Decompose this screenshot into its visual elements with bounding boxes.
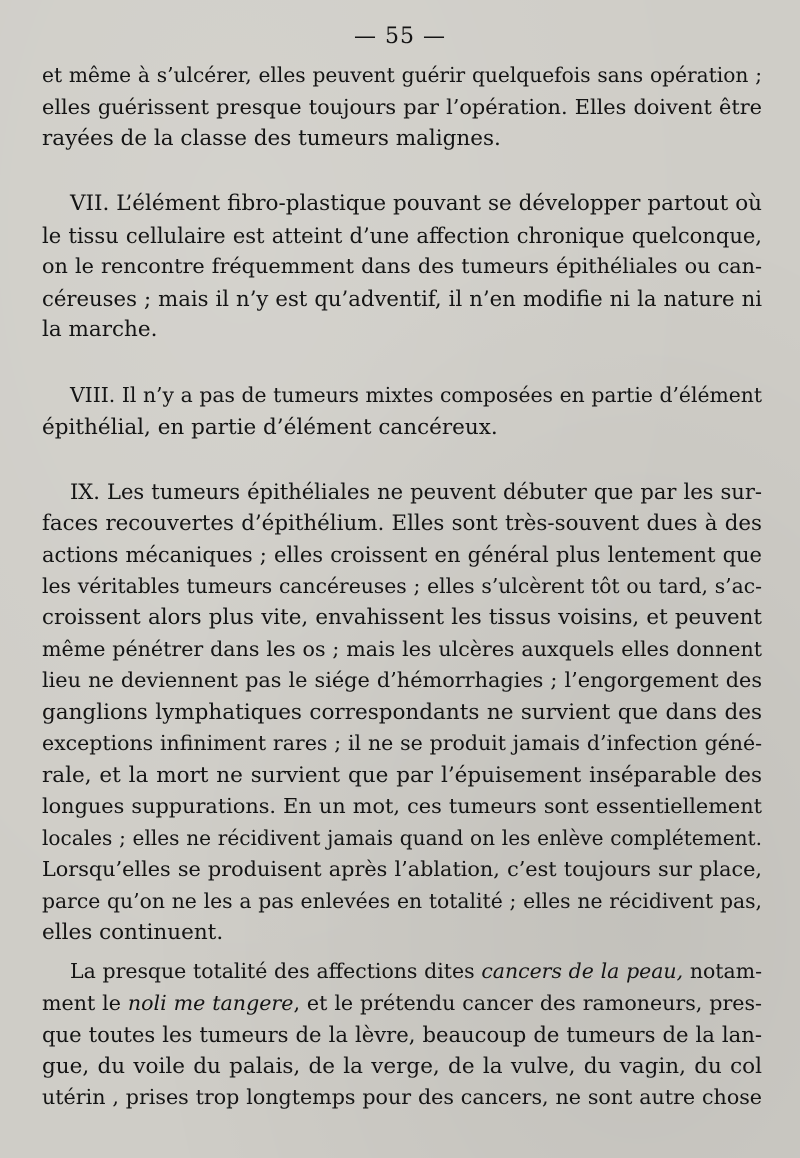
text-run: , et le prétendu cancer des ramoneurs, pres- — [293, 990, 762, 1015]
text-line: on le rencontre fréquemment dans des tumeurs épithéliales ou can- — [42, 254, 762, 278]
text-line: elles continuent. — [42, 920, 224, 945]
text-line: faces recouvertes d’épithélium. Elles sont très-souvent dues à des — [42, 510, 762, 536]
text-line: rale, et la mort ne survient que par l’épuisement inséparable des — [42, 762, 762, 788]
italic-term: cancers de la peau, — [481, 959, 684, 983]
paragraph-viii — [42, 380, 762, 443]
text-line — [42, 988, 762, 1020]
text-run: notam- — [683, 959, 762, 983]
text-line: rayées de la classe des tumeurs malignes. — [42, 126, 501, 151]
text-line: les véritables tumeurs cancéreuses ; elles s’ulcèrent tôt ou tard, s’ac- — [42, 573, 762, 598]
text-line — [42, 956, 762, 988]
text-run: La presque totalité des affections dites — [70, 959, 482, 983]
text-line: VIII. Il n’y a pas de tumeurs mixtes composées en partie d’élément — [70, 383, 762, 407]
text-line: que toutes les tumeurs de la lèvre, beaucoup de tumeurs de la lan- — [42, 1022, 762, 1047]
italic-term: noli me tangere — [127, 990, 294, 1015]
text-line: parce qu’on ne les a pas enlevées en totalité ; elles ne récidivent pas, — [42, 888, 762, 913]
page-number: — 55 — — [354, 24, 446, 49]
text-line: épithélial, en partie d’élément cancéreux. — [42, 414, 498, 440]
text-line: croissent alors plus vite, envahissent les tissus voisins, et peuvent — [42, 605, 762, 630]
text-line: actions mécaniques ; elles croissent en général plus lentement que — [42, 542, 762, 567]
text-line: locales ; elles ne récidivent jamais quand on les enlève complétement. — [42, 825, 762, 850]
text-line: ganglions lymphatiques correspondants ne survient que dans des — [42, 699, 762, 725]
text-line: Lorsqu’elles se produisent après l’ablation, c’est toujours sur place, — [42, 857, 762, 881]
text-line: gue, du voile du palais, de la verge, de la vulve, du vagin, du col — [42, 1053, 762, 1079]
text-line: elles guérissent presque toujours par l’opération. Elles doivent être — [42, 94, 762, 119]
text-line: même pénétrer dans les os ; mais les ulcères auxquels elles donnent — [42, 636, 762, 661]
text-line: longues suppurations. En un mot, ces tumeurs sont essentiellement — [42, 794, 762, 818]
text-line: VII. L’élément fibro-plastique pouvant se développer partout où — [70, 191, 762, 216]
text-line: céreuses ; mais il n’y est qu’adventif, il n’en modifie ni la nature ni — [42, 285, 762, 311]
paragraph-continuation — [42, 60, 762, 155]
paragraph-final — [42, 956, 762, 1114]
text-line: lieu ne deviennent pas le siége d’hémorrhagies ; l’engorgement des — [42, 668, 762, 692]
text-run: ment le — [42, 990, 128, 1015]
text-line: la marche. — [42, 317, 158, 342]
text-line: utérin , prises trop longtemps pour des cancers, ne sont autre chose — [42, 1085, 762, 1109]
text-line: exceptions infiniment rares ; il ne se produit jamais d’infection géné- — [42, 731, 762, 755]
text-line: et même à s’ulcérer, elles peuvent guérir quelquefois sans opération ; — [42, 63, 762, 87]
paragraph-ix — [42, 476, 762, 949]
text-line: le tissu cellulaire est atteint d’une affection chronique quelconque, — [42, 222, 762, 248]
text-line: IX. Les tumeurs épithéliales ne peuvent débuter que par les sur- — [70, 479, 762, 504]
paragraph-vii — [42, 188, 762, 346]
